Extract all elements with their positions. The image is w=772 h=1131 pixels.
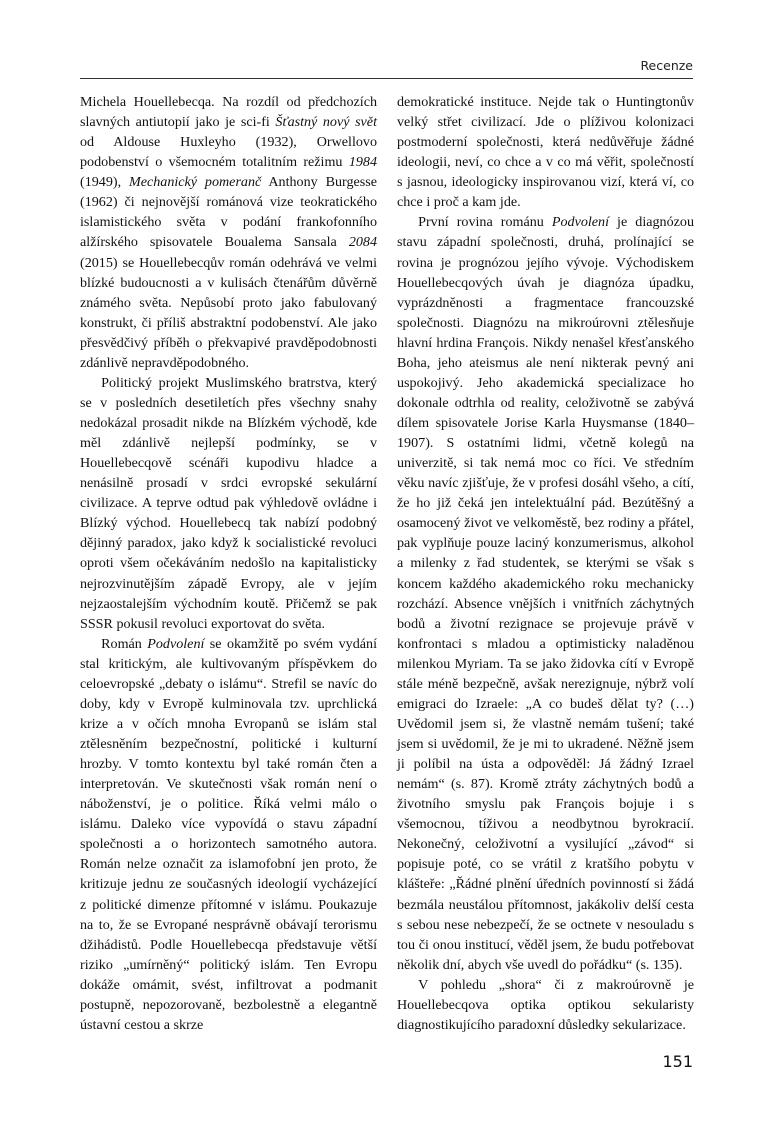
text-run: se okamžitě po svém vydání stal kritickým, ale kultivovaným příspěvkem do celoevropské „debaty o islámu“. Strefil se navíc do doby, kdy v Evropě kulminovala tzv. uprchlická krize a v očích mnoha Evropanů se islám stal ztělesněním bezpečnostní, politické i kulturní hrozby. V tomto kontextu byl také román čten a interpretován. Ve skutečnosti však román není o náboženství, je o politice. Říká velmi málo o islámu. Daleko více vypovídá o stavu západní společnosti a o horizontech samotného autora. Román nelze označit za islamofobní jen proto, že kritizuje jednu ze současných ideologií vycházející z politické dimenze přítomné v islámu. Poukazuje na to, že se Evropané nesprávně obávají terorismu džihádistů. Podle Houellebecqa představuje větší riziko „umírněný“ politický islám. Ten Evropu dokáže omámit, svést, infiltrovat a podmanit postupně, nepozorovaně, bezbolestně a elegantně ústavní cestou a skrze	[80, 635, 377, 1033]
text-run: od Aldouse Huxleyho (1932), Orwellovo podobenství o všemocném totalitním režimu	[80, 134, 377, 171]
paragraph	[80, 92, 377, 373]
paragraph: Politický projekt Muslimského bratrstva, který se v posledních desetiletích přes všechny snahy nedokázal prosadit nikde na Blízkém východě, kde měl zdánlivě nejlepší podmínky, se v Houellebecqově scénáři kupodivu hladce a nenásilně prosadí v srdci evropské sekulární civilizace. A teprve odtud pak výhledově ovládne i Blízký východ. Houellebecq tak nabízí podobný dějinný paradox, jako když k socialistické revoluci oproti všem očekáváním nedošlo na kapitalisticky nejrozvinutějším západě Evropy, ale v jejím nejzaostalejším východním koutě. Přičemž se pak SSSR pokusil revoluci exportovat do světa.	[80, 374, 377, 632]
book-title: Podvolení	[551, 214, 610, 231]
paragraph: demokratické instituce. Nejde tak o Huntingtonův velký střet civilizací. Jde o plíživou kolonizaci postmoderní společnosti, která nedůvěřuje žádné ideologii, neví, co chce a v co má věřit, společností s jasnou, ideologicky inspirovanou vizí, která ví, co chce i proč a kam jde.	[397, 94, 694, 211]
book-title: 2084	[348, 234, 377, 251]
text-run: Román	[101, 635, 148, 652]
book-title: Podvolení	[147, 635, 205, 652]
paragraph	[397, 212, 694, 974]
book-title: 1984	[348, 154, 377, 171]
book-title: Mechanický pomeranč	[128, 174, 262, 191]
running-head: Recenze	[640, 58, 693, 73]
text-run: Anthony Burgesse (1962) či nejnovější románová vize teokratického islamistického světa v podání frankofonního alžírského spisovatele Boualema Sansala	[80, 174, 377, 251]
text-run: (1949),	[80, 174, 129, 191]
page-number: 151	[662, 1052, 693, 1071]
text-run: je diagnózou stavu západní společnosti, druhá, prolínající se rovina je prognózou jejího vývoje. Východiskem Houellebecqových úvah je diagnóza úpadku, vyprázdněnosti a fragmentace francouzské společnosti. Diagnózu na mikroúrovni ztělesňuje hlavní hrdina François. Nikdy nenašel křesťanského Boha, jeho ateismus ale není nikterak pevný ani uspokojivý. Jeho akademická specializace ho dokonale odtrhla od reality, celoživotně se zabývá dílem spisovatele Jorise Karla Huysmanse (1840–1907). S ostatními lidmi, včetně kolegů na univerzitě, si tak nemá moc co říci. Ve středním věku navíc zjišťuje, že v profesi dosáhl všeho, a cítí, že ho již čeká jen intelektuální pád. Bezútěšný a osamocený život ve velkoměstě, bez rodiny a přátel, pak vyplňuje pouze laciný konzumerismus, alkohol a milenky z řad studentek, se kterými se však s koncem každého akademického roku mechanicky rozchází. Absence vnějších i vnitřních záchytných bodů a životní rezignace se projevuje právě v konfrontaci s mladou a optimisticky naladěnou milenkou Myriam. Ta se jako židovka cítí v Evropě stále méně bezpečně, avšak nerezignuje, nýbrž volí emigraci do Izraele: „A co budeš dělat ty? (…) Uvědomil jsem si, že vlastně nemám tušení; také jsem si uvědomil, že je mi to ukradené. Něžně jsem ji políbil na ústa a odpověděl: Já žádný Izrael nemám“ (s. 87). Kromě ztráty záchytných bodů a životního smyslu pak François bojuje i s všemocnou, tíživou a neodbytnou byrokracií. Nekonečný, celoživotní a vysilující „závod“ si popisuje poté, co se vrátil z kratšího pobytu v klášteře: „Řádné plnění úředních povinností si žádá bezmála neustálou přítomnost, jakákoliv delší cesta s sebou nese nebezpečí, že se octnete v nesouladu s tou či onou institucí, věděl jsem, že budu potřebovat několik dní, abych vše uvedl do pořádku“ (s. 135).	[397, 214, 694, 973]
paragraph	[80, 634, 377, 1035]
left-column	[80, 92, 377, 1035]
header-rule	[80, 78, 693, 79]
text-run: (2015) se Houellebecqův román odehrává ve velmi blízké budoucnosti a v kulisách čtenářům důvěrně známého světa. Nepůsobí proto jako fabulovaný konstrukt, či příliš abstraktní podobenství. Ale jako přesvědčivý příběh o překvapivé pravděpodobnosti zdánlivě nepravděpodobného.	[80, 254, 377, 371]
text-run: Michela Houellebecqa. Na rozdíl od předchozích slavných antiutopií jako je sci-fi	[80, 94, 377, 131]
paragraph: V pohledu „shora“ či z makroúrovně je Houellebecqova optika optikou sekularisty diagnostikujícího paradoxní důsledky sekularizace.	[397, 976, 694, 1033]
book-title: Šťastný nový svět	[275, 114, 377, 131]
right-column	[397, 92, 694, 1035]
text-run: První rovina románu	[418, 214, 552, 231]
